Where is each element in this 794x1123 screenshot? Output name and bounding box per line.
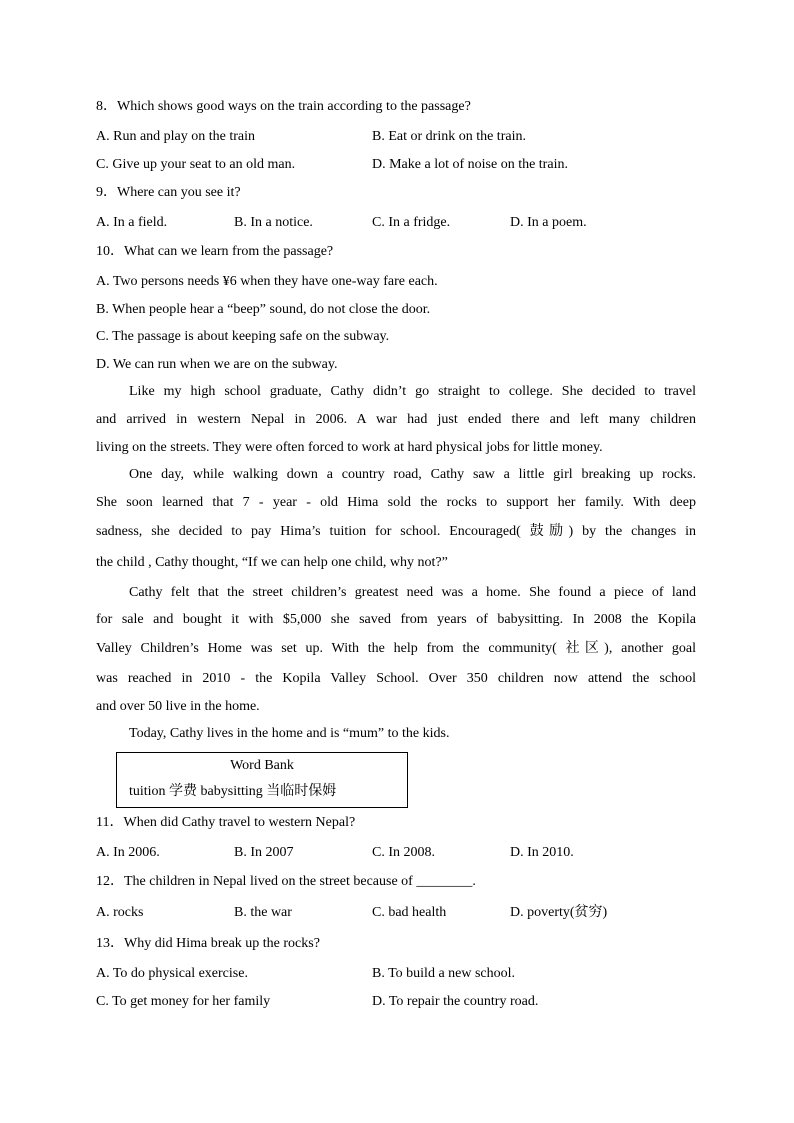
question-11-option-d: D. In 2010. <box>510 845 574 860</box>
question-8-option-c: C. Give up your seat to an old man. <box>96 157 296 172</box>
question-11-stem: 11．When did Cathy travel to western Nepal? <box>96 815 356 830</box>
question-10-option-d: D. We can run when we are on the subway. <box>96 357 338 372</box>
question-8-option-a: A. Run and play on the train <box>96 129 256 144</box>
question-13-option-a: A. To do physical exercise. <box>96 966 248 981</box>
passage-line: One day, while walking down a country road, Cathy saw a little girl breaking up rocks. <box>129 467 696 482</box>
passage-line: the child , Cathy thought, “If we can help one child, why not?” <box>96 555 448 570</box>
question-11-option-c: C. In 2008. <box>372 845 435 860</box>
passage-line: was reached in 2010 - the Kopila Valley School. Over 350 children now attend the school <box>96 671 696 686</box>
question-12-option-a: A. rocks <box>96 905 144 920</box>
question-10-option-a: A. Two persons needs ¥6 when they have one-way fare each. <box>96 274 438 289</box>
passage-line: living on the streets. They were often forced to work at hard physical jobs for little money. <box>96 440 603 455</box>
word-bank-entries: tuition 学费 babysitting 当临时保姆 <box>129 784 337 799</box>
question-13-option-d: D. To repair the country road. <box>372 994 539 1009</box>
question-12-option-b: B. the war <box>234 905 292 920</box>
passage-line: Like my high school graduate, Cathy didn’t go straight to college. She decided to travel <box>129 384 696 399</box>
passage-line: Cathy felt that the street children’s greatest need was a home. She found a piece of land <box>129 585 696 600</box>
passage-line: Today, Cathy lives in the home and is “mum” to the kids. <box>129 726 450 741</box>
question-8-option-d: D. Make a lot of noise on the train. <box>372 157 568 172</box>
question-9-stem: 9．Where can you see it? <box>96 185 241 200</box>
question-9-option-c: C. In a fridge. <box>372 215 451 230</box>
question-13-option-c: C. To get money for her family <box>96 994 271 1009</box>
question-10-option-b: B. When people hear a “beep” sound, do not close the door. <box>96 302 431 317</box>
question-11-option-a: A. In 2006. <box>96 845 160 860</box>
question-10-stem: 10．What can we learn from the passage? <box>96 244 334 259</box>
question-12-stem: 12．The children in Nepal lived on the street because of ________. <box>96 874 476 889</box>
passage-line: sadness, she decided to pay Hima’s tuition for school. Encouraged( 鼓励) by the changes in <box>96 524 696 539</box>
question-13-stem: 13．Why did Hima break up the rocks? <box>96 936 320 951</box>
question-13-option-b: B. To build a new school. <box>372 966 516 981</box>
question-12-option-c: C. bad health <box>372 905 447 920</box>
question-11-option-b: B. In 2007 <box>234 845 294 860</box>
question-9-option-b: B. In a notice. <box>234 215 313 230</box>
word-bank-box <box>116 752 408 808</box>
question-9-option-a: A. In a field. <box>96 215 168 230</box>
passage-line: for sale and bought it with $5,000 she saved from years of babysitting. In 2008 the Kopila <box>96 612 696 627</box>
question-12-option-d: D. poverty(贫穷) <box>510 905 608 920</box>
question-9-option-d: D. In a poem. <box>510 215 587 230</box>
question-8-stem: 8．Which shows good ways on the train according to the passage? <box>96 99 471 114</box>
passage-line: and arrived in western Nepal in 2006. A war had just ended there and left many children <box>96 412 696 427</box>
word-bank-title: Word Bank <box>230 758 294 773</box>
passage-line: She soon learned that 7 - year - old Hima sold the rocks to support her family. With deep <box>96 495 696 510</box>
passage-line: Valley Children’s Home was set up. With the help from the community( 社区), another goal <box>96 641 696 656</box>
passage-line: and over 50 live in the home. <box>96 699 260 714</box>
question-8-option-b: B. Eat or drink on the train. <box>372 129 526 144</box>
question-10-option-c: C. The passage is about keeping safe on the subway. <box>96 329 390 344</box>
